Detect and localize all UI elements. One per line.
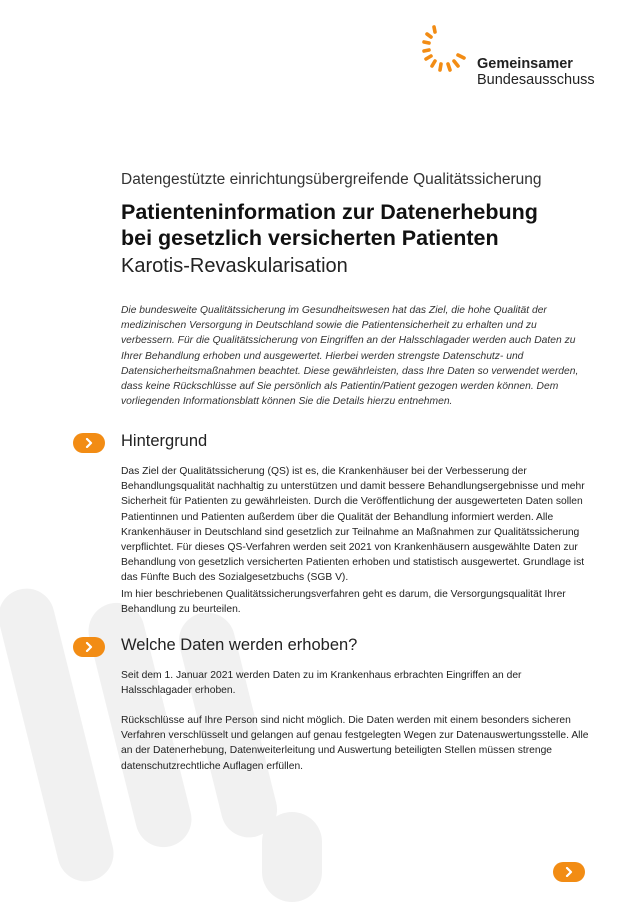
logo-line-1: Gemeinsamer	[477, 56, 573, 72]
next-page-button[interactable]	[553, 862, 585, 882]
document-subtitle: Karotis-Revaskularisation	[121, 255, 348, 277]
document-overline: Datengestützte einrichtungsübergreifende Qualitätssicherung	[121, 171, 542, 188]
logo-wordmark	[477, 56, 595, 88]
section-marker	[73, 433, 105, 453]
section-welche-daten-heading	[73, 637, 593, 659]
intro-paragraph: Die bundesweite Qualitätssicherung im Gesundheitswesen hat das Ziel, die hohe Qualität der medizinischen Versorgung in Deutschland sowie die Patientensicherheit zu erhalten und zu verbessern. Für die Qualitätssicherung von Eingriffen an der Halsschlagader werden auch Daten zu Ihrer Behandlung erhoben und ausgewertet. Hierbei werden strengste Datenschutz- und Datensicherheitsmaßnahmen beachtet. Diese gewährleisten, dass Ihre Daten so verwendet werden, dass keine Rückschlüsse auf Sie persönlich als Patientin/Patient gezogen werden können. Dem vorliegenden Informationsblatt können Sie die Details hierzu entnehmen.	[121, 305, 579, 408]
chevron-right-icon	[564, 867, 574, 877]
chevron-right-icon	[84, 438, 94, 448]
section-paragraph: Im hier beschriebenen Qualitätssicherungsverfahren geht es darum, die Versorgungsqualität Ihrer Behandlung zu beurteilen.	[121, 589, 566, 616]
section-hintergrund-heading	[73, 433, 593, 455]
title-line-2: bei gesetzlich versicherten Patienten	[121, 226, 499, 250]
section-paragraph: Rückschlüsse auf Ihre Person sind nicht möglich. Die Daten werden mit einem besonders sicheren Verfahren verschlüsselt und gelangen auf genau festgelegten Wegen zur Datenauswertungsstelle. Alle an der Datenerhebung, Datenweiterleitung und Auswertung beteiligten Stellen müssen strenge datenschutzrechtliche Auflagen erfüllen.	[121, 715, 589, 772]
section-title: Welche Daten werden erhoben?	[121, 636, 358, 654]
section-title: Hintergrund	[121, 432, 208, 450]
section-marker	[73, 637, 105, 657]
logo-line-2: Bundesausschuss	[477, 72, 595, 88]
chevron-right-icon	[84, 642, 94, 652]
title-line-1: Patienteninformation zur Datenerhebung	[121, 200, 538, 224]
g-ba-logo	[415, 24, 595, 94]
sunburst-icon	[415, 24, 469, 86]
document-title	[121, 199, 591, 251]
section-paragraph: Seit dem 1. Januar 2021 werden Daten zu im Krankenhaus erbrachten Eingriffen an der Halsschlagader erhoben.	[121, 670, 522, 697]
section-paragraph: Das Ziel der Qualitätssicherung (QS) ist es, die Krankenhäuser bei der Verbesserung der Behandlungsqualität nachhaltig zu unterstützen und damit bessere Behandlungsergebnisse und mehr Sicherheit für Patienten zu gewährleisten. Durch die Veröffentlichung der ausgewerteten Daten sollen Patientinnen und Patienten außerdem über die Qualität der Behandlung informiert werden. Alle Krankenhäuser in Deutschland sind gesetzlich zur Teilnahme an Maßnahmen zur Qualitätssicherung verpflichtet. Für dieses QS-Verfahren werden seit 2021 von Krankenhäusern ausgewählte Daten zur Behandlung von gesetzlich versicherten Patienten erhoben und statistisch ausgewertet. Grundlage ist das Fünfte Buch des Sozialgesetzbuchs (SGB V).	[121, 466, 585, 584]
